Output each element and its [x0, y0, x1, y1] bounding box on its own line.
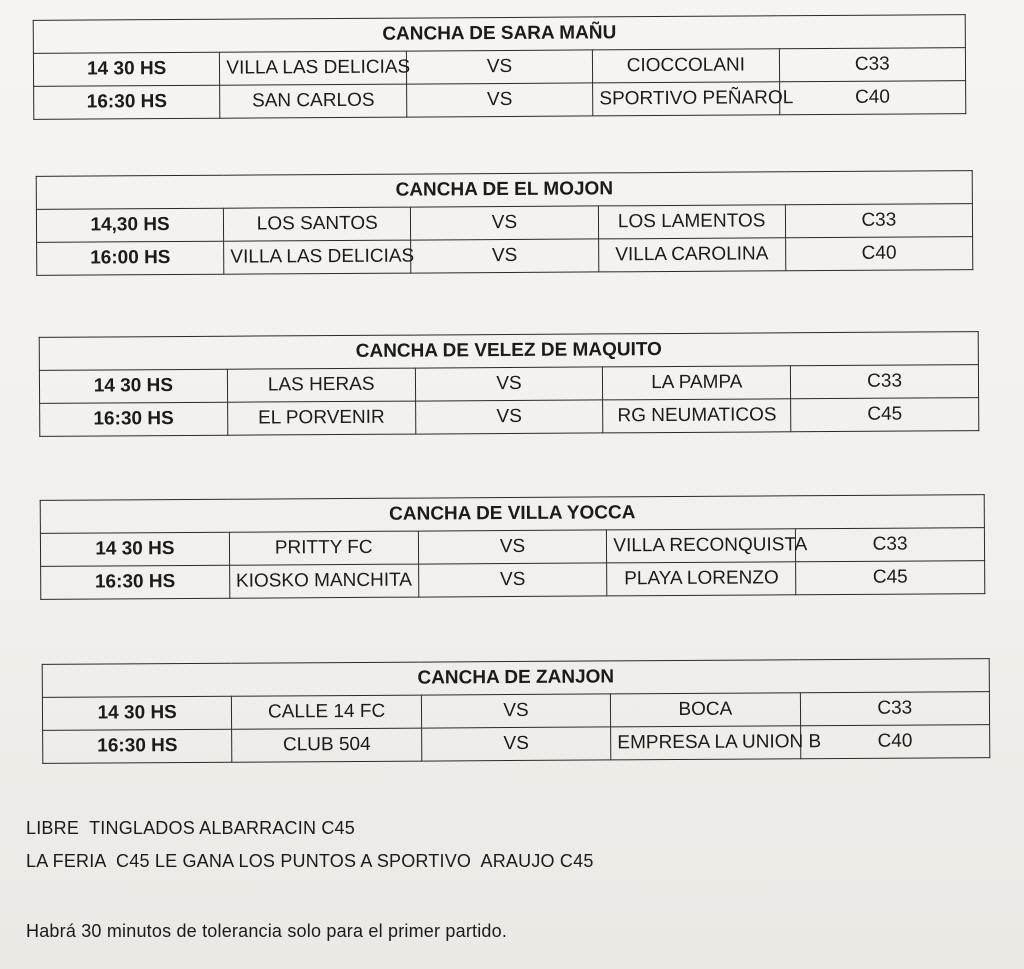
match-row: [40, 398, 979, 437]
category-label: C33: [796, 528, 985, 562]
away-team: SPORTIVO PEÑAROL: [593, 82, 780, 116]
category-label: C40: [800, 725, 990, 759]
versus-label: VS: [406, 50, 593, 84]
home-team: EL PORVENIR: [227, 401, 415, 435]
court-title: CANCHA DE SARA MAÑU: [33, 15, 965, 54]
match-time: 16:30 HS: [41, 565, 230, 599]
court-title: CANCHA DE ZANJON: [42, 659, 989, 698]
match-time: 14,30 HS: [36, 208, 223, 242]
home-team: VILLA LAS DELICIAS: [224, 240, 411, 274]
away-team: LA PAMPA: [603, 366, 791, 400]
court-block-villa-yocca: [40, 494, 986, 600]
match-time: 14 30 HS: [33, 52, 220, 86]
category-label: C40: [785, 237, 972, 271]
match-time: 14 30 HS: [40, 532, 229, 566]
court-title: CANCHA DE EL MOJON: [36, 171, 972, 210]
versus-label: VS: [406, 83, 593, 117]
note-libre: LIBRE TINGLADOS ALBARRACIN C45: [26, 818, 355, 838]
match-time: 16:30 HS: [40, 402, 228, 436]
match-time: 14 30 HS: [42, 696, 232, 730]
court-table: [33, 14, 967, 120]
versus-label: VS: [421, 694, 611, 728]
match-time: 14 30 HS: [39, 369, 227, 403]
match-time: 16:30 HS: [43, 729, 233, 763]
category-label: C33: [800, 692, 990, 726]
category-label: C40: [779, 81, 966, 115]
match-row: [37, 237, 973, 276]
away-team: CIOCCOLANI: [593, 49, 780, 83]
versus-label: VS: [421, 727, 611, 761]
court-block-velez-de-maquito: [39, 331, 980, 437]
note-feria: LA FERIA C45 LE GANA LOS PUNTOS A SPORTIVO ARAUJO C45: [26, 851, 594, 871]
match-row: [43, 725, 990, 764]
category-label: C33: [779, 48, 966, 82]
versus-label: VS: [415, 400, 603, 434]
category-label: C45: [791, 398, 979, 432]
court-block-sara-manu: [33, 14, 967, 120]
home-team: VILLA LAS DELICIAS: [220, 51, 407, 85]
versus-label: VS: [411, 239, 598, 273]
home-team: PRITTY FC: [229, 531, 418, 565]
away-team: BOCA: [611, 693, 801, 727]
away-team: LOS LAMENTOS: [598, 205, 785, 239]
away-team: PLAYA LORENZO: [607, 562, 796, 596]
court-table: [40, 494, 986, 600]
versus-label: VS: [418, 530, 607, 564]
court-title: CANCHA DE VILLA YOCCA: [40, 495, 984, 534]
away-team: VILLA RECONQUISTA: [607, 529, 796, 563]
category-label: C33: [791, 365, 979, 399]
away-team: EMPRESA LA UNION B: [611, 726, 801, 760]
court-title: CANCHA DE VELEZ DE MAQUITO: [39, 332, 978, 371]
home-team: SAN CARLOS: [220, 84, 407, 118]
category-label: C45: [796, 561, 985, 595]
home-team: KIOSKO MANCHITA: [229, 564, 418, 598]
court-table: [36, 170, 974, 276]
court-block-zanjon: [42, 658, 991, 764]
versus-label: VS: [411, 206, 598, 240]
home-team: CLUB 504: [232, 728, 422, 762]
versus-label: VS: [418, 563, 607, 597]
away-team: VILLA CAROLINA: [598, 238, 785, 272]
match-row: [41, 561, 985, 600]
away-team: RG NEUMATICOS: [603, 399, 791, 433]
versus-label: VS: [415, 367, 603, 401]
home-team: LAS HERAS: [227, 368, 415, 402]
home-team: LOS SANTOS: [224, 207, 411, 241]
match-row: [34, 81, 966, 120]
match-time: 16:30 HS: [34, 85, 221, 119]
note-tolerance: Habrá 30 minutos de tolerancia solo para el primer partido.: [26, 921, 508, 941]
court-table: [42, 658, 991, 764]
court-table: [39, 331, 980, 437]
match-time: 16:00 HS: [37, 241, 224, 275]
court-block-el-mojon: [36, 170, 974, 276]
category-label: C33: [785, 204, 972, 238]
home-team: CALLE 14 FC: [232, 695, 422, 729]
